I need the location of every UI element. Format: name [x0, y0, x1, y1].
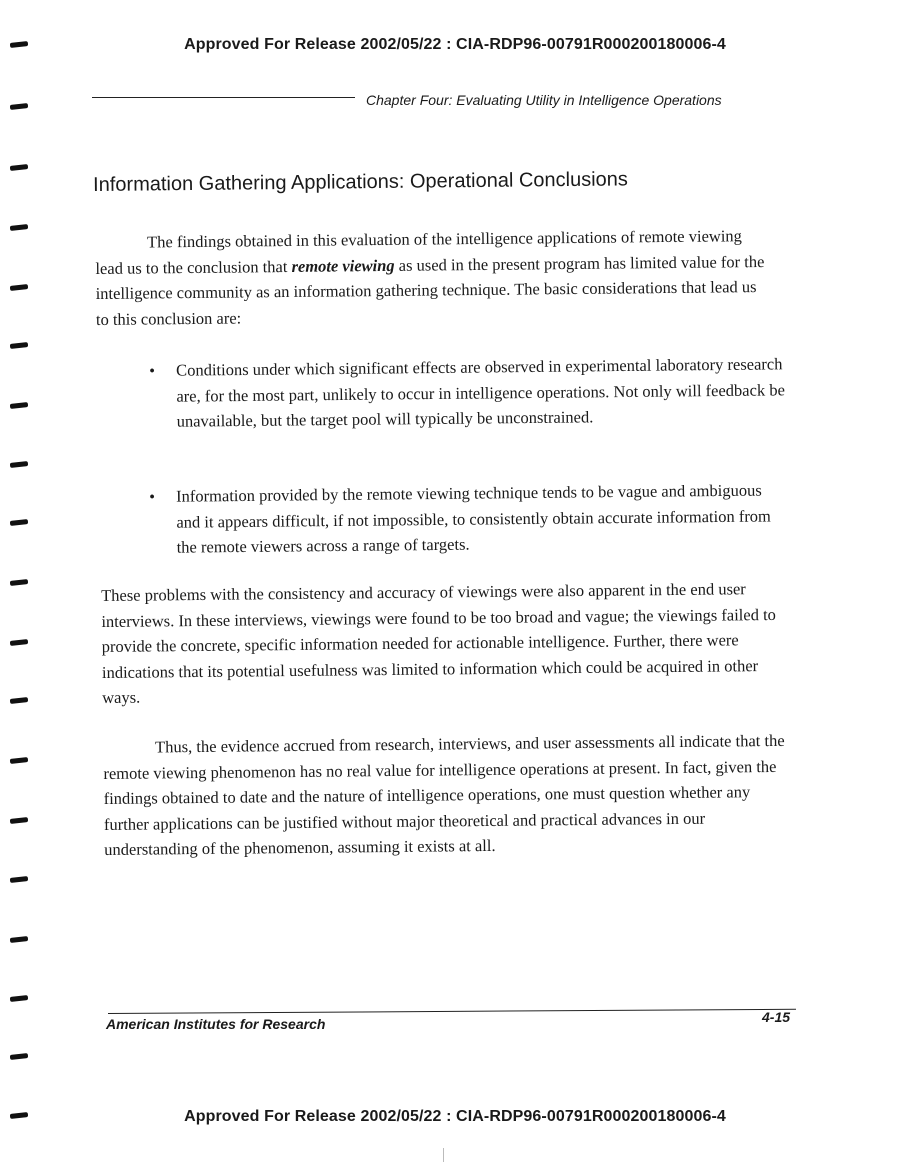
binder-mark: [10, 41, 28, 48]
paragraph-findings-lead: The findings obtained in this evaluation of the intelligence applications of remote viewing lead us to the conclusion that: [95, 226, 742, 278]
binder-mark: [10, 402, 28, 409]
list-item: [146, 477, 787, 560]
release-stamp-bottom: Approved For Release 2002/05/22 : CIA-RDP96-00791R000200180006-4: [184, 1108, 726, 1125]
release-stamp-top: Approved For Release 2002/05/22 : CIA-RDP96-00791R000200180006-4: [184, 36, 726, 53]
binder-mark: [10, 697, 28, 704]
binder-mark: [10, 461, 28, 468]
scan-artifact: [443, 1148, 444, 1162]
bullet-text: Information provided by the remote viewing technique tends to be vague and ambiguous and it appears difficult, if not impossible, to consistently obtain accurate information from the remote viewers across a range of targets.: [176, 480, 771, 557]
page-number: 4-15: [762, 1009, 791, 1025]
footer-rule: [108, 1009, 796, 1014]
binder-mark: [10, 817, 28, 824]
footer-organization: American Institutes for Research: [106, 1016, 326, 1032]
binder-mark: [10, 342, 28, 349]
binder-mark: [10, 876, 28, 883]
emphasis-remote-viewing: remote viewing: [291, 255, 395, 276]
binder-mark: [10, 757, 28, 764]
binder-mark: [10, 284, 28, 291]
paragraph-findings: [95, 223, 768, 332]
binder-mark: [10, 995, 28, 1002]
bullet-list-item-2: [146, 477, 787, 560]
list-item: [146, 351, 787, 434]
binder-mark: [10, 164, 28, 171]
binder-mark: [10, 224, 28, 231]
chapter-title: Chapter Four: Evaluating Utility in Intelligence Operations: [366, 92, 722, 108]
binder-mark: [10, 103, 28, 110]
header-rule: [92, 97, 355, 98]
paragraph-problems: These problems with the consistency and accuracy of viewings were also apparent in the end user interviews. In these interviews, viewings were found to be too broad and vague; the viewings failed to provide the concrete, specific information needed for actionable intelligence. Further, there were indications that its potential usefulness was limited to information which could be acquired in other ways.: [101, 579, 776, 707]
binder-mark: [10, 639, 28, 646]
binder-mark: [10, 936, 28, 943]
paragraph-findings-rest: as used in the present program has limited value for the intelligence community as an information gathering technique. The basic considerations that lead us to this conclusion are:: [95, 251, 765, 329]
bullet-text: Conditions under which significant effects are observed in experimental laboratory research are, for the most part, unlikely to occur in intelligence operations. Not only will feedback be unavailable, but the target pool will typically be unconstrained.: [176, 354, 785, 431]
bullet-marker: •: [149, 360, 156, 380]
bullet-marker: •: [149, 486, 156, 506]
paragraph-conclusion: Thus, the evidence accrued from research, interviews, and user assessments all indicate that the remote viewing phenomenon has no real value for intelligence operations at present. In fact, given the findings obtained to date and the nature of intelligence operations, one must question whether any further applications can be justified without major theoretical and practical advances in our understanding of the phenomenon, assuming it exists at all.: [103, 730, 785, 859]
binder-mark: [10, 1053, 28, 1060]
section-heading: Information Gathering Applications: Operational Conclusions: [93, 168, 628, 196]
bullet-list-item-1: [146, 351, 787, 434]
binder-hole-marks: [10, 0, 34, 1165]
binder-mark: [10, 579, 28, 586]
binder-mark: [10, 519, 28, 526]
